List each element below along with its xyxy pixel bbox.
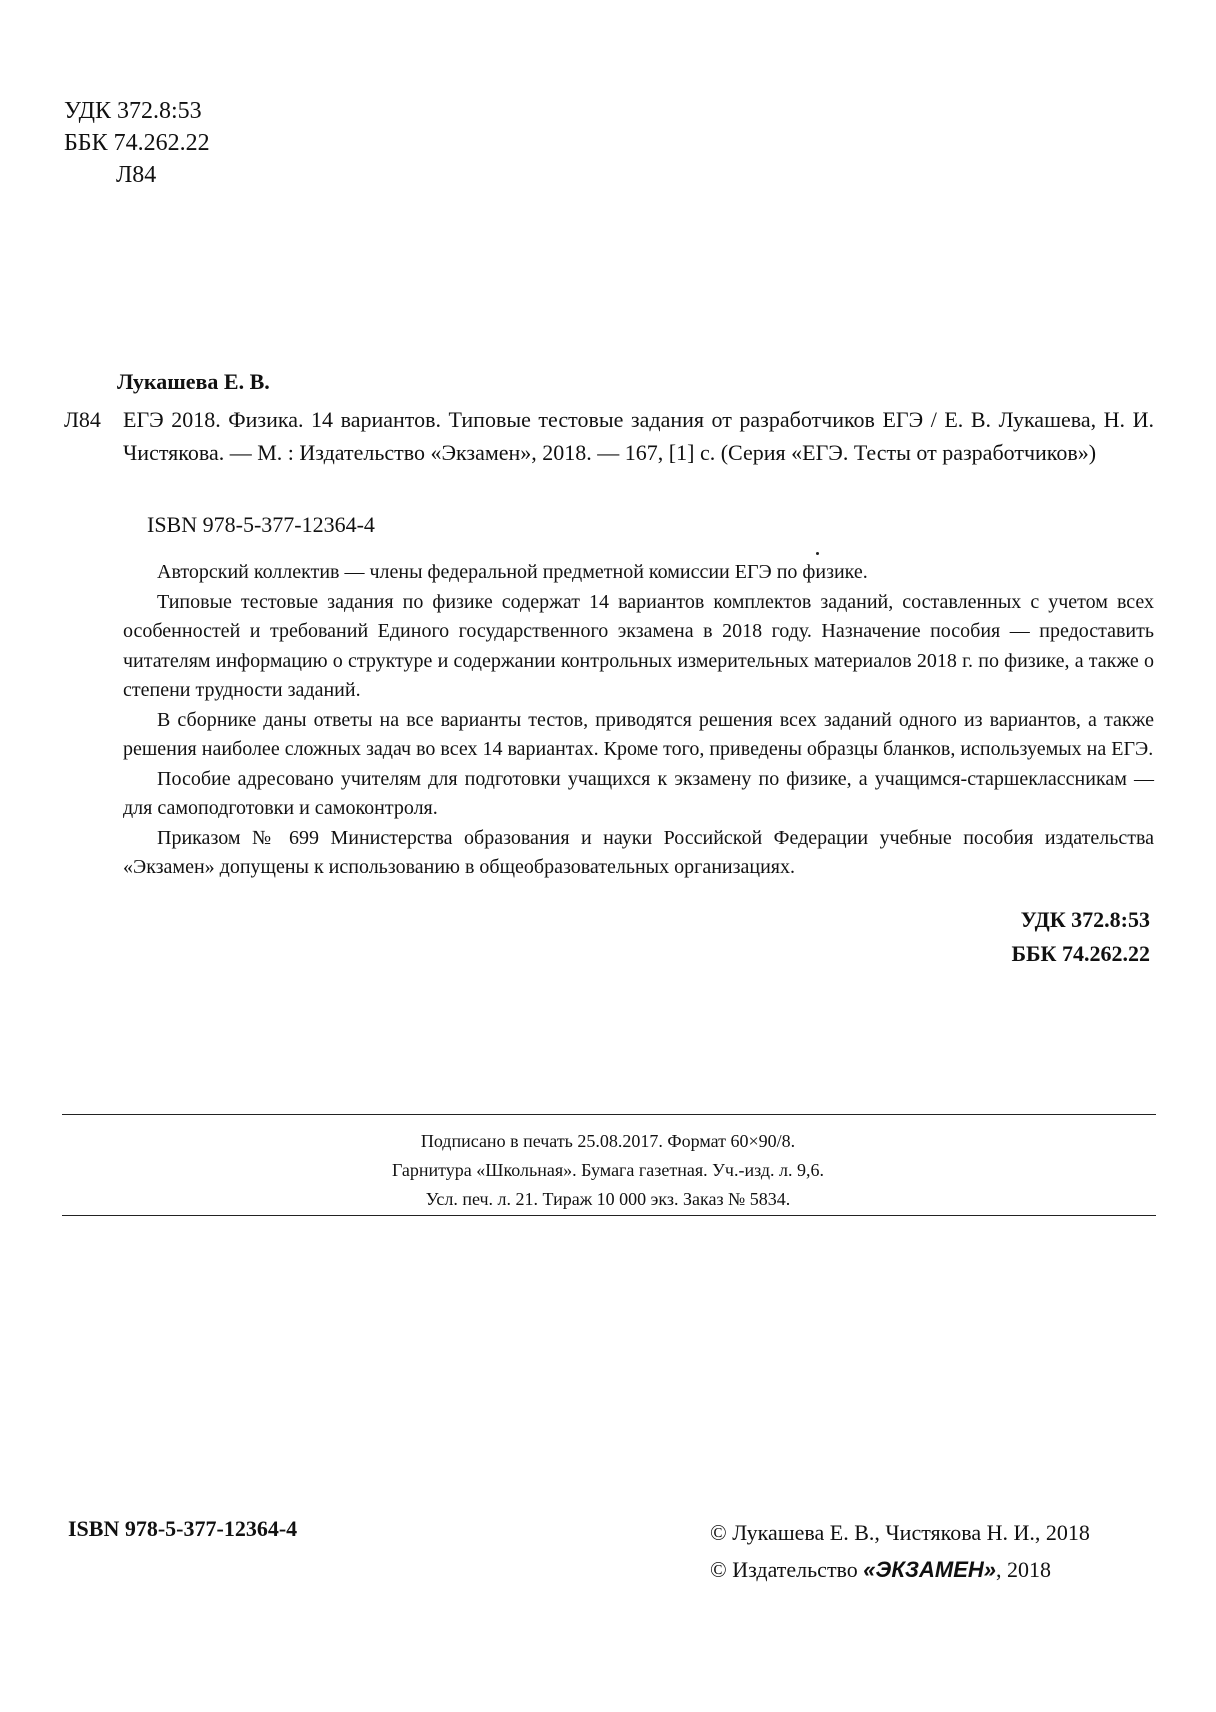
copyright-authors: © Лукашева Е. В., Чистякова Н. И., 2018 (710, 1520, 1090, 1545)
bibliographic-description: ЕГЭ 2018. Физика. 14 вариантов. Типовые тестовые задания от разработчиков ЕГЭ / Е. В. Лукашева, Н. И. Чистякова. — М. : Издательство «Экзамен», 2018. — 167, [1] с. (Серия «ЕГЭ. Тесты от разработчиков») (123, 407, 1154, 465)
copyright-publisher (710, 1551, 1090, 1588)
header-author-index: Л84 (116, 162, 157, 188)
imprint-top-rule (62, 1114, 1156, 1115)
imprint-line: Гарнитура «Школьная». Бумага газетная. Уч.-изд. л. 9,6. (391, 1160, 825, 1180)
imprint-line: Усл. печ. л. 21. Тираж 10 000 экз. Заказ № 5834. (425, 1189, 791, 1209)
bibliographic-record (64, 403, 1154, 469)
annotation-paragraph: Авторский коллектив — члены федеральной предметной комиссии ЕГЭ по физике. (157, 561, 868, 583)
annotation-paragraph: Пособие адресовано учителям для подготовки учащихся к экзамену по физике, а учащимся-старшеклассникам — для самоподготовки и самоконтроля. (123, 767, 1154, 819)
publisher-name: «ЭКЗАМЕН» (863, 1557, 997, 1582)
annotation-paragraph: Типовые тестовые задания по физике содержат 14 вариантов комплектов заданий, составленных с учетом всех особенностей и требований Единого государственного экзамена в 2018 году. Назначение пособия — предоставить читателям информацию о структуре и содержании контрольных измерительных материалов 2018 г. по физике, а также о степени трудности заданий. (123, 590, 1154, 701)
imprint-line: Подписано в печать 25.08.2017. Формат 60×90/8. (420, 1131, 796, 1151)
isbn-record: ISBN 978-5-377-12364-4 (147, 512, 375, 537)
print-speck (816, 552, 819, 555)
footer-isbn: ISBN 978-5-377-12364-4 (68, 1516, 298, 1541)
classification-block (1011, 903, 1150, 971)
copyright-publisher-prefix: © Издательство (710, 1557, 864, 1582)
copyright-publisher-year: , 2018 (996, 1557, 1052, 1582)
author-index-code: Л84 (64, 407, 101, 432)
author-name: Лукашева Е. В. (117, 369, 270, 394)
header-classification (64, 95, 210, 191)
header-bbk: ББК 74.262.22 (64, 130, 210, 156)
imprint-block (0, 1127, 1216, 1214)
classification-bbk: ББК 74.262.22 (1011, 941, 1150, 966)
annotation (123, 558, 1154, 883)
annotation-paragraph: Приказом № 699 Министерства образования и науки Российской Федерации учебные пособия издательства «Экзамен» допущены к использованию в общеобразовательных организациях. (123, 826, 1154, 878)
annotation-paragraph: В сборнике даны ответы на все варианты тестов, приводятся решения всех заданий одного из вариантов, а также решения наиболее сложных задач во всех 14 вариантах. Кроме того, приведены образцы бланков, используемых на ЕГЭ. (123, 708, 1154, 760)
copyright-block (710, 1514, 1090, 1588)
imprint-bottom-rule (62, 1215, 1156, 1216)
classification-udk: УДК 372.8:53 (1020, 907, 1150, 932)
header-udk: УДК 372.8:53 (64, 98, 202, 124)
